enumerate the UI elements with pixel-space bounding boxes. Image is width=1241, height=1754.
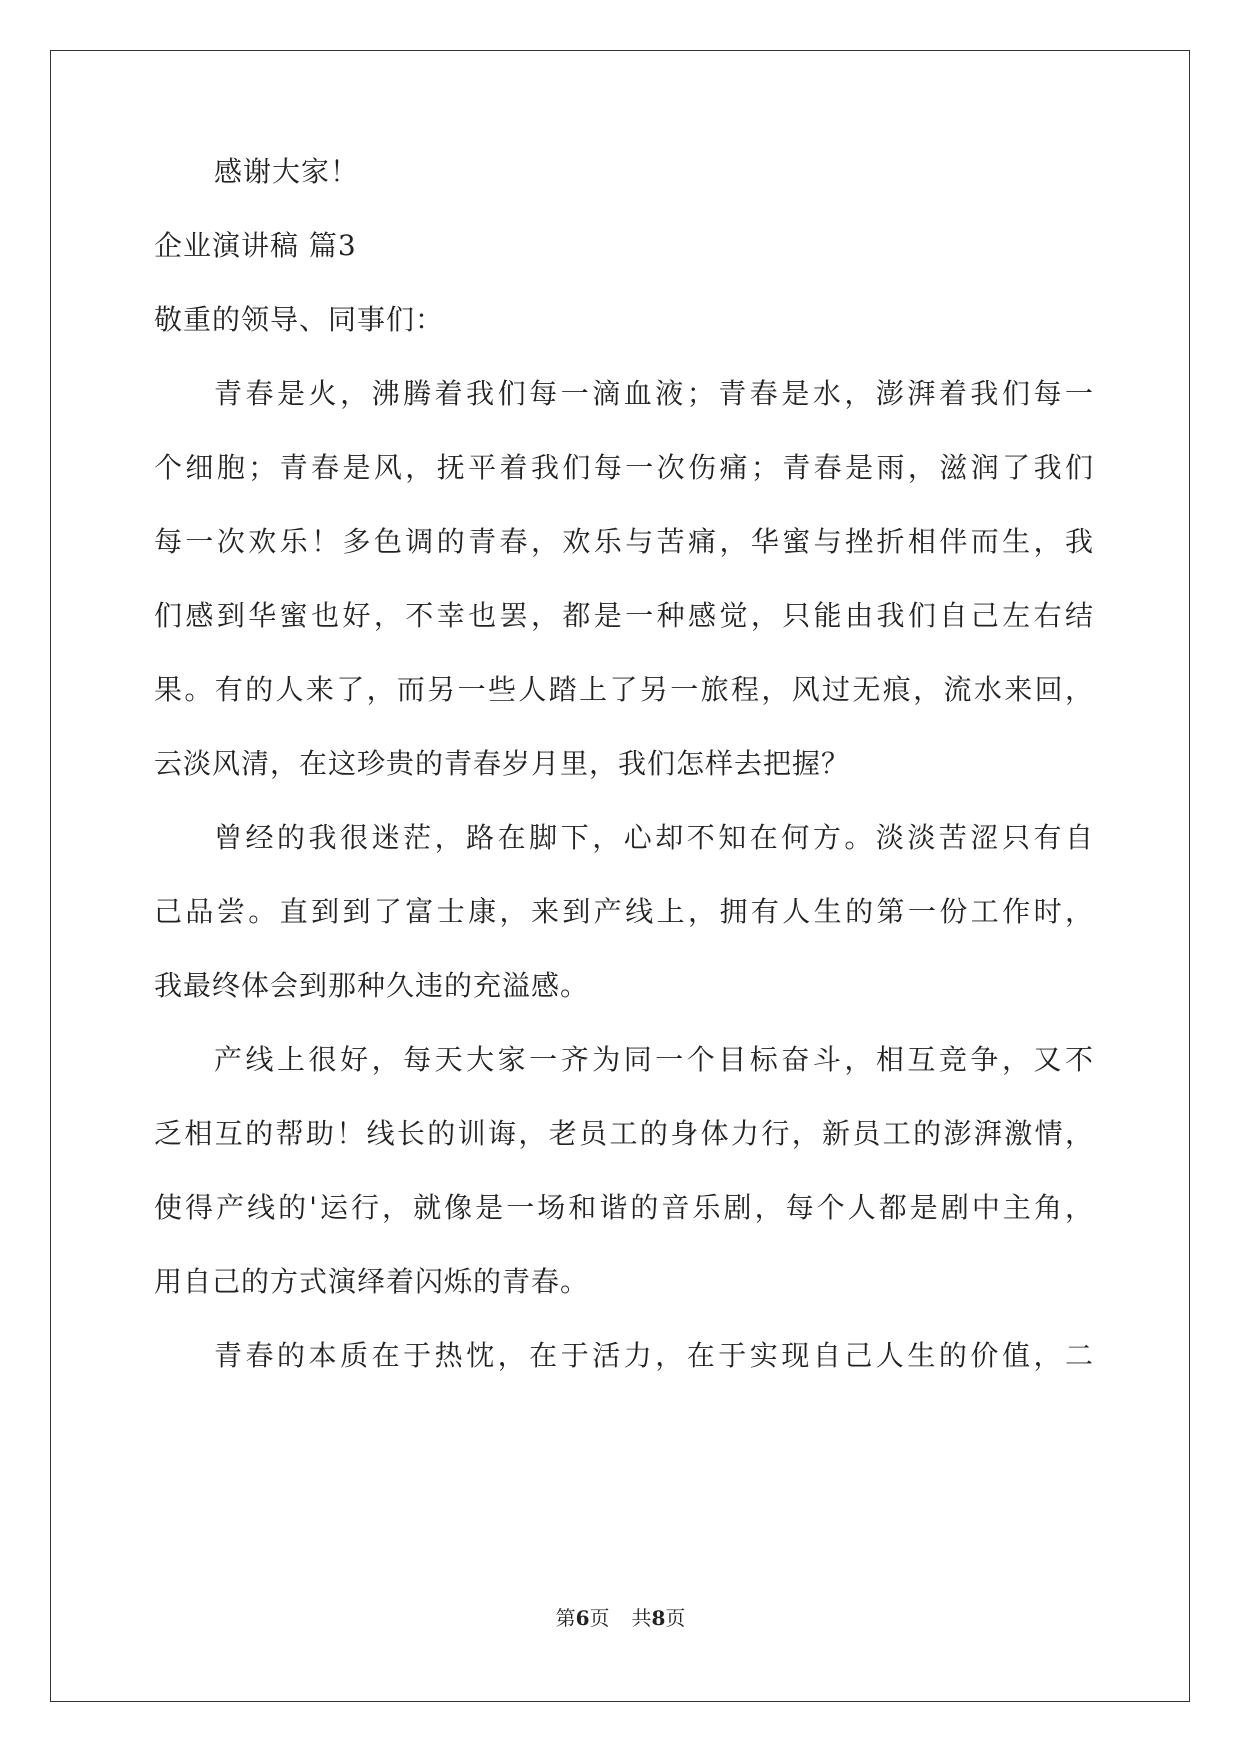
section-heading: 企业演讲稿 篇3 xyxy=(154,229,357,262)
paragraph-line: 每一次欢乐！多色调的青春，欢乐与苦痛，华蜜与挫折相伴而生，我 xyxy=(154,525,1094,558)
salutation: 敬重的领导、同事们： xyxy=(154,303,445,336)
paragraph-line: 青春是火，沸腾着我们每一滴血液；青春是水，澎湃着我们每一 xyxy=(214,377,1094,410)
paragraph-line: 我最终体会到那种久违的充溢感。 xyxy=(154,969,590,1002)
paragraph-line: 果。有的人来了，而另一些人踏上了另一旅程，风过无痕，流水来回， xyxy=(154,673,1094,706)
paragraph-line: 乏相互的帮助！线长的训诲，老员工的身体力行，新员工的澎湃激情， xyxy=(154,1117,1094,1150)
paragraph-line: 用自己的方式演绎着闪烁的青春。 xyxy=(154,1265,590,1298)
paragraph-line: 曾经的我很迷茫，路在脚下，心却不知在何方。淡淡苦涩只有自 xyxy=(214,821,1094,854)
paragraph-line: 使得产线的'运行，就像是一场和谐的音乐剧，每个人都是剧中主角， xyxy=(154,1191,1094,1224)
page-border xyxy=(50,50,1190,1702)
paragraph-line: 产线上很好，每天大家一齐为同一个目标奋斗，相互竞争，又不 xyxy=(214,1043,1094,1076)
footer-page-mid: 页 xyxy=(589,1606,610,1630)
paragraph-line: 个细胞；青春是风，抚平着我们每一次伤痛；青春是雨，滋润了我们 xyxy=(154,451,1094,484)
footer-page-current: 6 xyxy=(575,1606,590,1630)
page-footer xyxy=(0,1604,1241,1632)
paragraph-line: 们感到华蜜也好，不幸也罢，都是一种感觉，只能由我们自己左右结 xyxy=(154,599,1094,632)
footer-page-total: 8 xyxy=(651,1606,666,1630)
closing-line: 感谢大家！ xyxy=(214,155,360,188)
paragraph-line: 云淡风清，在这珍贵的青春岁月里，我们怎样去把握？ xyxy=(154,747,851,780)
paragraph-line: 青春的本质在于热忱，在于活力，在于实现自己人生的价值，二 xyxy=(214,1339,1094,1372)
footer-total-prefix: 共 xyxy=(631,1606,652,1630)
paragraph-line: 己品尝。直到到了富士康，来到产线上，拥有人生的第一份工作时， xyxy=(154,895,1094,928)
footer-page-prefix: 第 xyxy=(555,1606,576,1630)
footer-total-suffix: 页 xyxy=(665,1606,686,1630)
